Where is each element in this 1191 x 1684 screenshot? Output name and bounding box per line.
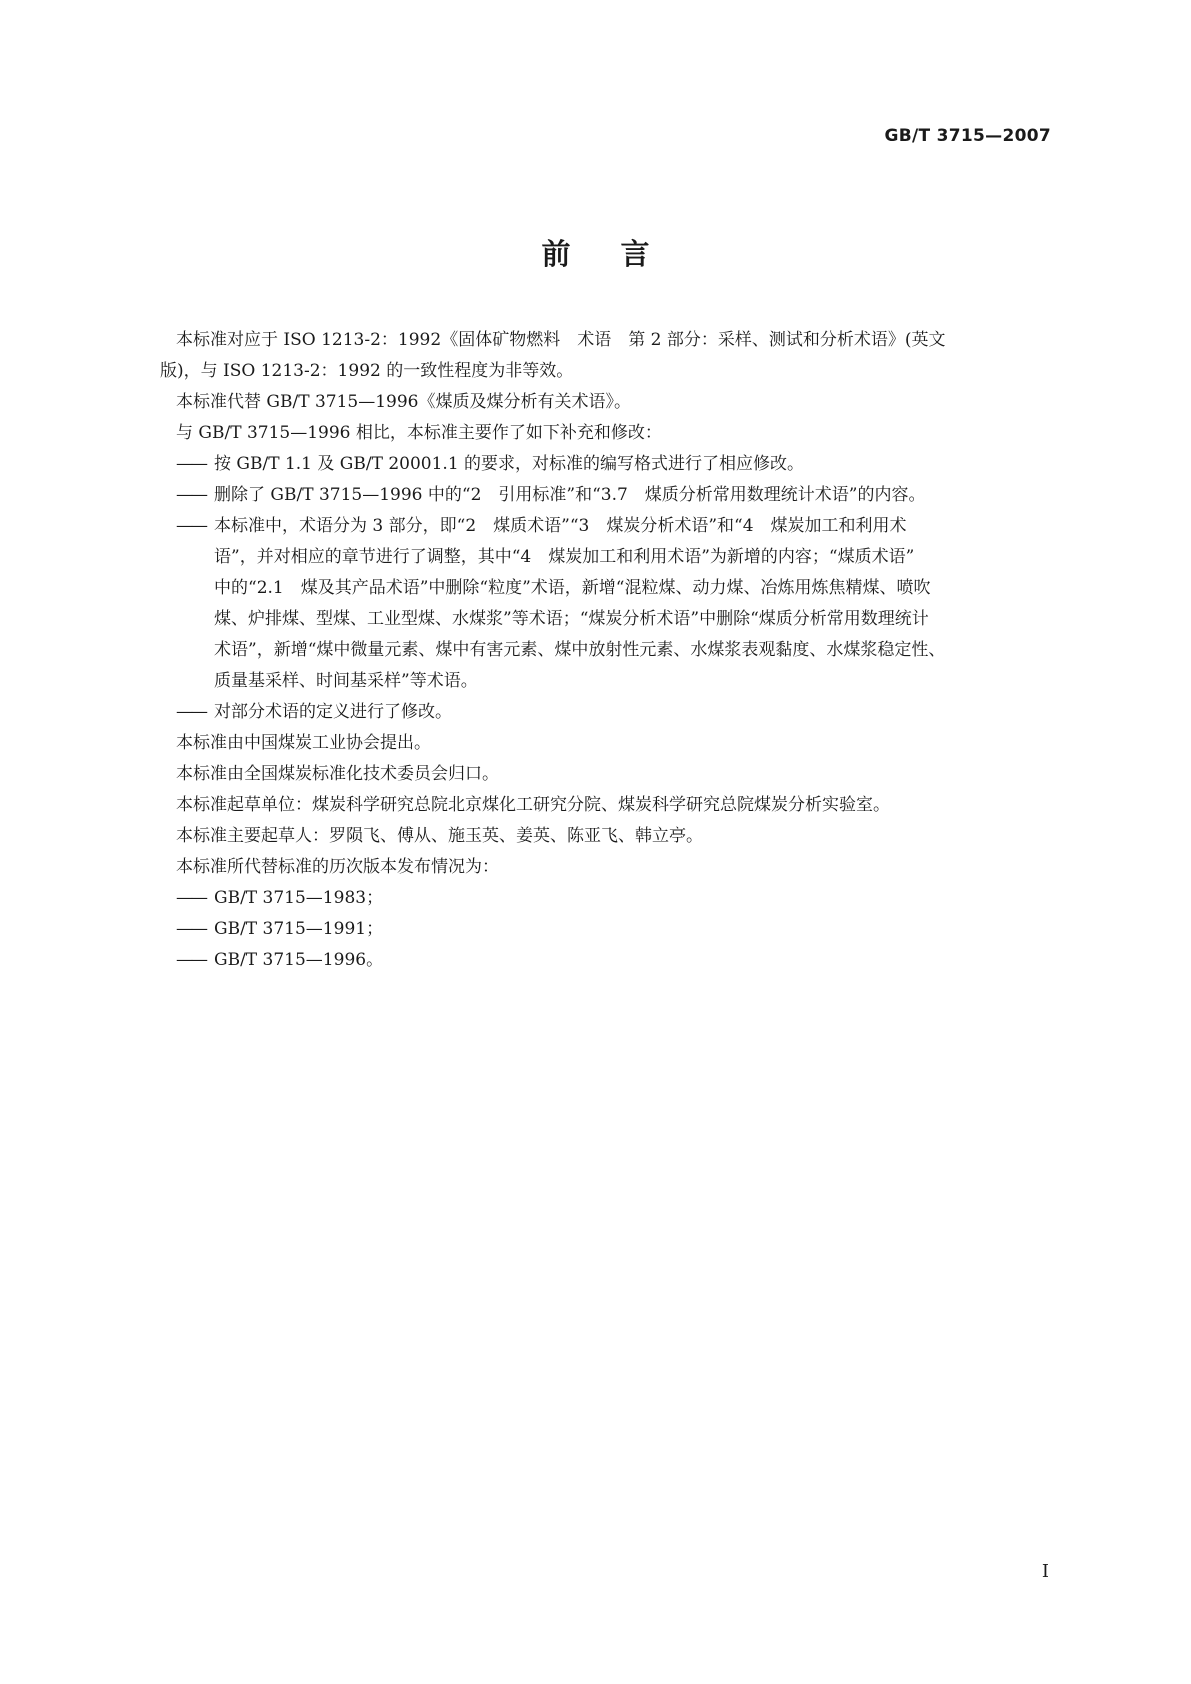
list-item-text: 删除了 GB/T 3715—1996 中的“2 引用标准”和“3.7 煤质分析常用数理统计术语”的内容。 xyxy=(214,485,926,505)
list-item-term-structure xyxy=(176,511,1064,542)
list-item-definitions xyxy=(176,697,1064,728)
paragraph-drafting-units: 本标准起草单位：煤炭科学研究总院北京煤化工研究分院、煤炭科学研究总院煤炭分析实验室。 xyxy=(176,795,890,815)
list-item-text: 对部分术语的定义进行了修改。 xyxy=(214,702,452,722)
list-item-text: GB/T 3715—1991； xyxy=(214,919,384,939)
dash-mark: —— xyxy=(176,888,206,908)
list-item-term-structure-cont: 术语”，新增“煤中微量元素、煤中有害元素、煤中放射性元素、水煤浆表观黏度、水煤浆稳定性、 xyxy=(214,640,946,660)
list-item-text: GB/T 3715—1996。 xyxy=(214,950,384,970)
standard-code-header: GB/T 3715—2007 xyxy=(884,126,1051,146)
list-item-term-structure-cont: 中的“2.1 煤及其产品术语”中删除“粒度”术语，新增“混粒煤、动力煤、冶炼用炼焦精煤、喷吹 xyxy=(214,578,931,598)
list-item-text: 按 GB/T 1.1 及 GB/T 20001.1 的要求，对标准的编写格式进行了相应修改。 xyxy=(214,454,805,474)
list-item-deletion xyxy=(176,480,1064,511)
dash-mark: —— xyxy=(176,516,206,536)
list-item-format-change xyxy=(176,449,1064,480)
paragraph-administrator: 本标准由全国煤炭标准化技术委员会归口。 xyxy=(176,764,499,784)
paragraph-correspondence: 本标准对应于 ISO 1213-2：1992《固体矿物燃料 术语 第 2 部分：采样、测试和分析术语》(英文 xyxy=(176,330,946,350)
list-item-history-1996 xyxy=(176,945,1064,976)
paragraph-history-intro: 本标准所代替标准的历次版本发布情况为： xyxy=(176,857,499,877)
list-item-text: 本标准中，术语分为 3 部分，即“2 煤质术语”“3 煤炭分析术语”和“4 煤炭加工和利用术 xyxy=(214,516,907,536)
dash-mark: —— xyxy=(176,919,206,939)
title-char-right: 言 xyxy=(620,237,650,271)
paragraph-drafters: 本标准主要起草人：罗陨飞、傅从、施玉英、姜英、陈亚飞、韩立亭。 xyxy=(176,826,703,846)
list-item-text: GB/T 3715—1983； xyxy=(214,888,384,908)
dash-mark: —— xyxy=(176,485,206,505)
title-char-left: 前 xyxy=(541,237,571,271)
page-number: I xyxy=(1041,1561,1049,1582)
dash-mark: —— xyxy=(176,454,206,474)
paragraph-correspondence-cont: 版)，与 ISO 1213-2：1992 的一致性程度为非等效。 xyxy=(160,361,574,381)
list-item-history-1983 xyxy=(176,883,1064,914)
paragraph-proposer: 本标准由中国煤炭工业协会提出。 xyxy=(176,733,431,753)
dash-mark: —— xyxy=(176,702,206,722)
list-item-term-structure-cont: 语”，并对相应的章节进行了调整，其中“4 煤炭加工和利用术语”为新增的内容；“煤质术语” xyxy=(214,547,915,567)
page-title xyxy=(0,232,1191,273)
dash-mark: —— xyxy=(176,950,206,970)
paragraph-changes-intro: 与 GB/T 3715—1996 相比，本标准主要作了如下补充和修改： xyxy=(176,423,662,443)
paragraph-replaces: 本标准代替 GB/T 3715—1996《煤质及煤分析有关术语》。 xyxy=(176,392,631,412)
list-item-history-1991 xyxy=(176,914,1064,945)
list-item-term-structure-cont: 煤、炉排煤、型煤、工业型煤、水煤浆”等术语；“煤炭分析术语”中删除“煤质分析常用数理统计 xyxy=(214,609,929,629)
list-item-term-structure-cont: 质量基采样、时间基采样”等术语。 xyxy=(214,671,478,691)
preface-body xyxy=(160,325,1064,976)
